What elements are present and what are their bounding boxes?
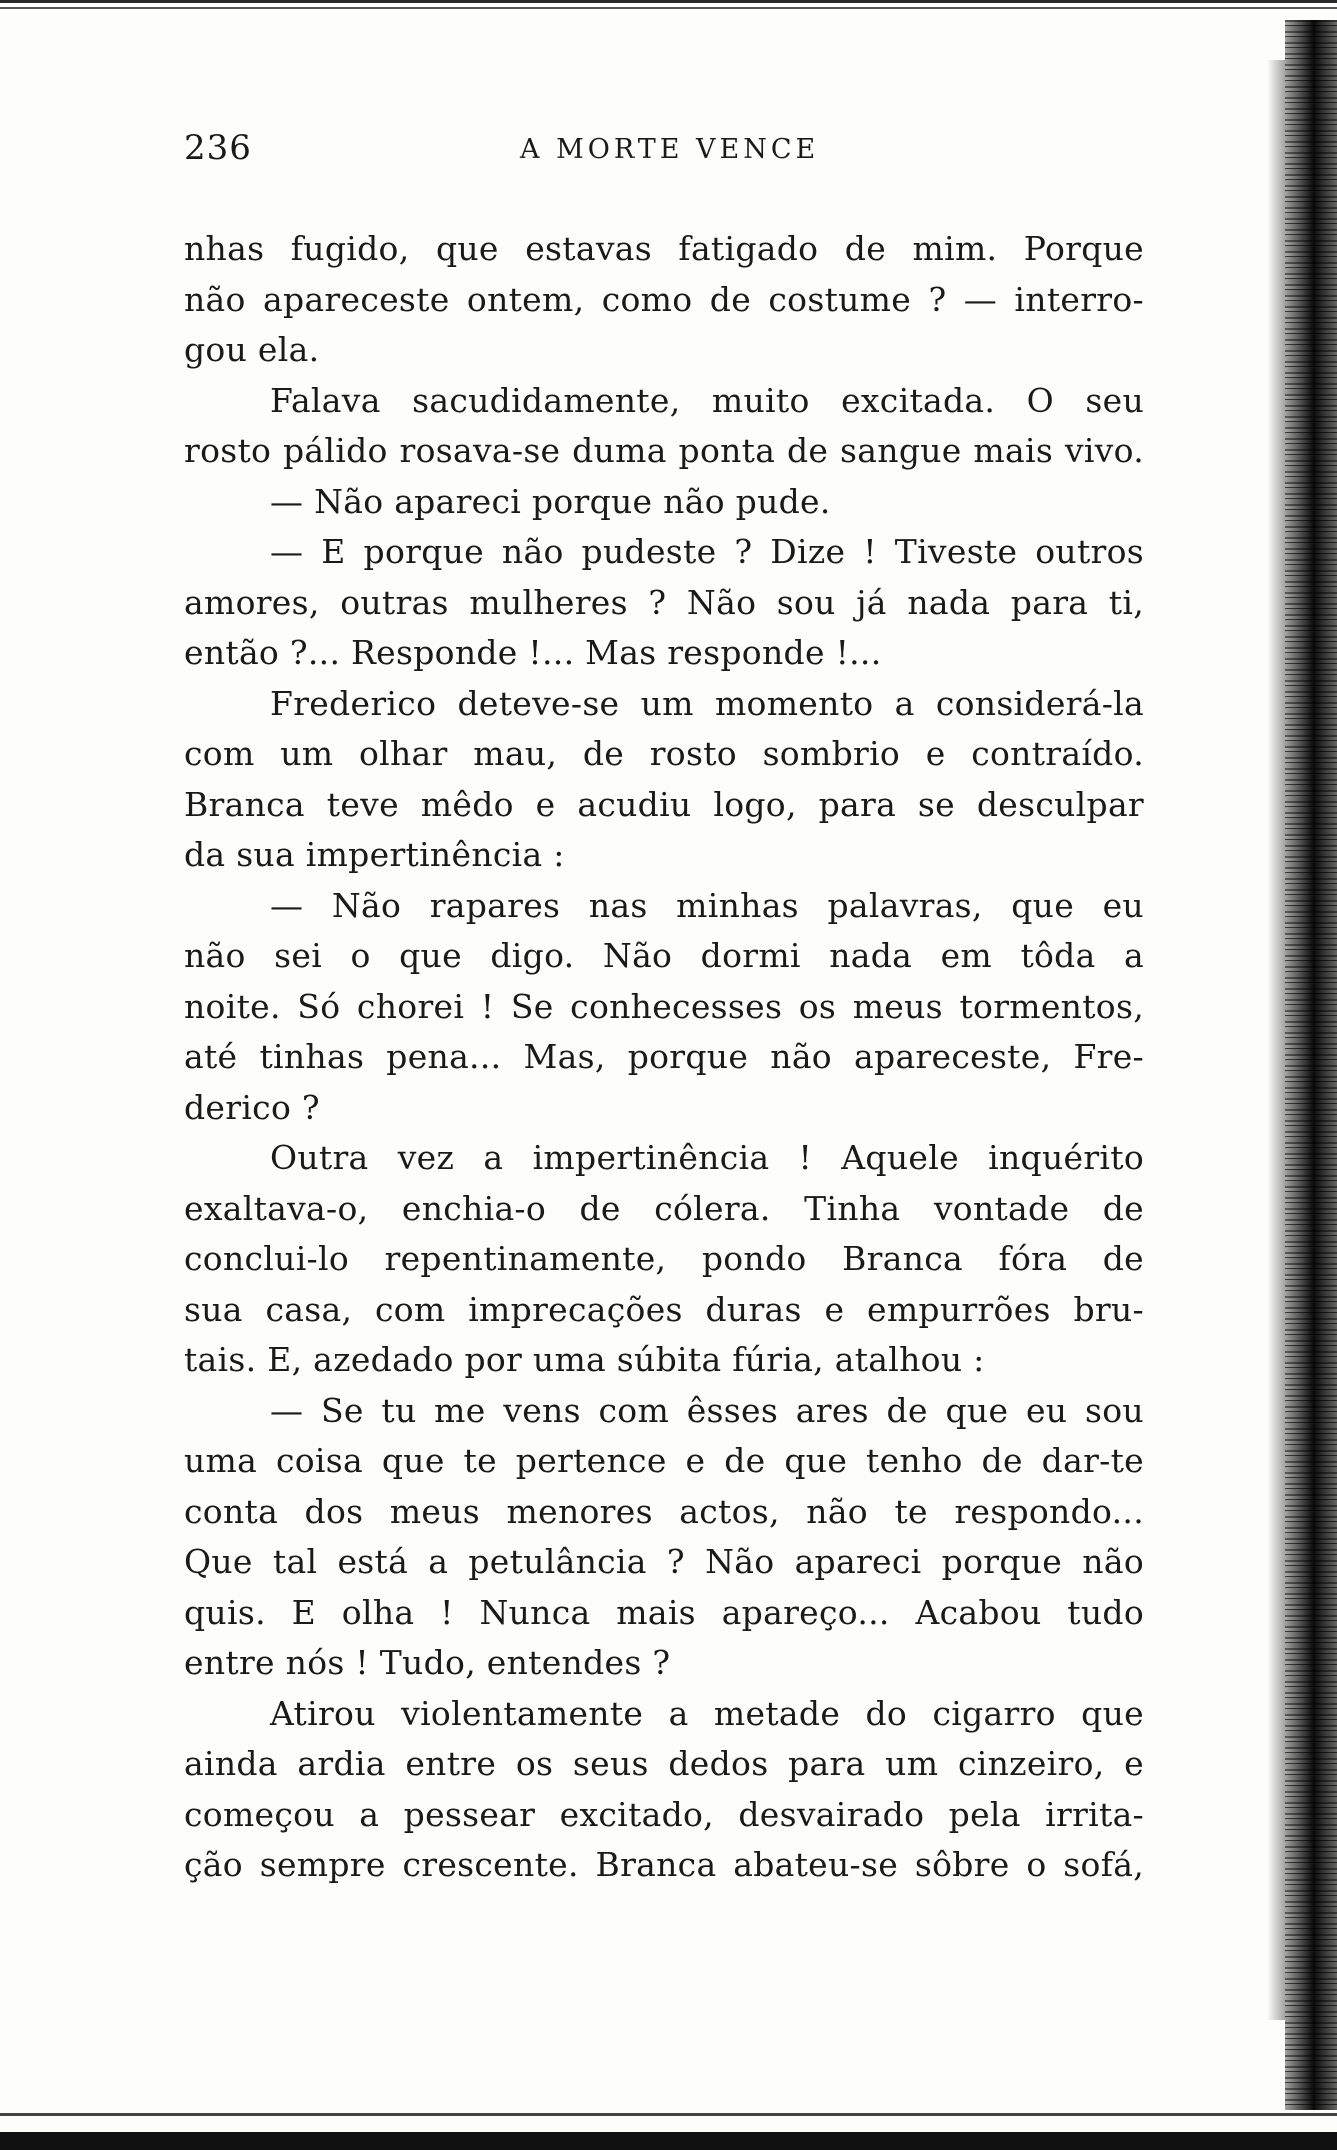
scan-bottom-edge bbox=[0, 2126, 1337, 2150]
text-line: — Se tu me vens com êsses ares de que eu sou bbox=[270, 1390, 1144, 1430]
text-line: Outra vez a impertinência ! Aquele inquérito bbox=[270, 1138, 1144, 1177]
text-line: tais. E, azedado por uma súbita fúria, atalhou : bbox=[184, 1340, 985, 1379]
text-line: até tinhas pena... Mas, porque não apareceste, Fre- bbox=[184, 1037, 1144, 1076]
text-line: conclui-lo repentinamente, pondo Branca fóra de bbox=[184, 1239, 1144, 1278]
text-line: ção sempre crescente. Branca abateu-se sôbre o sofá, bbox=[184, 1845, 1144, 1884]
text-line: nhas fugido, que estavas fatigado de mim. Porque bbox=[184, 229, 1144, 268]
text-line: — Não apareci porque não pude. bbox=[270, 481, 831, 521]
scan-right-edge bbox=[1285, 20, 1337, 2110]
body-text bbox=[184, 224, 1144, 1891]
text-line: quis. E olha ! Nunca mais apareço... Acabou tudo bbox=[184, 1592, 1144, 1632]
text-line: Branca teve mêdo e acudiu logo, para se desculpar bbox=[184, 784, 1144, 824]
page-number: 236 bbox=[184, 128, 252, 168]
text-line: amores, outras mulheres ? Não sou já nada para ti, bbox=[184, 582, 1144, 622]
text-line: Que tal está a petulância ? Não apareci porque não bbox=[184, 1542, 1144, 1581]
text-line: sua casa, com imprecações duras e empurrões bru- bbox=[184, 1289, 1144, 1329]
text-line: uma coisa que te pertence e de que tenho de dar-te bbox=[184, 1441, 1144, 1480]
text-line: rosto pálido rosava-se duma ponta de sangue mais vivo. bbox=[184, 431, 1144, 470]
text-line: Atirou violentamente a metade do cigarro que bbox=[270, 1693, 1144, 1733]
text-line: da sua impertinência : bbox=[184, 835, 565, 874]
text-line: Frederico deteve-se um momento a considerá-la bbox=[270, 683, 1144, 723]
text-line: derico ? bbox=[184, 1087, 320, 1127]
text-line: entre nós ! Tudo, entendes ? bbox=[184, 1643, 671, 1682]
text-line: conta dos meus menores actos, não te respondo... bbox=[184, 1491, 1144, 1531]
text-line: exaltava-o, enchia-o de cólera. Tinha vontade de bbox=[184, 1188, 1144, 1228]
scan-bottom-line bbox=[0, 2113, 1337, 2116]
text-line: ainda ardia entre os seus dedos para um cinzeiro, e bbox=[184, 1744, 1144, 1783]
text-line: então ?... Responde !... Mas responde !... bbox=[184, 633, 882, 672]
scan-right-shadow bbox=[1267, 60, 1285, 2020]
running-title: A MORTE VENCE bbox=[520, 134, 820, 165]
text-line: noite. Só chorei ! Se conhecesses os meus tormentos, bbox=[184, 986, 1144, 1026]
text-line: — Não rapares nas minhas palavras, que eu bbox=[270, 885, 1144, 925]
text-line: gou ela. bbox=[184, 330, 320, 369]
text-line: não sei o que digo. Não dormi nada em tôda a bbox=[184, 936, 1144, 975]
text-line: começou a pessear excitado, desvairado pela irrita- bbox=[184, 1794, 1144, 1834]
text-line: Falava sacudidamente, muito excitada. O seu bbox=[270, 380, 1144, 420]
page-header bbox=[184, 128, 1144, 172]
text-line: com um olhar mau, de rosto sombrio e contraído. bbox=[184, 734, 1144, 773]
text-line: não apareceste ontem, como de costume ? — interro- bbox=[184, 279, 1144, 319]
text-line: — E porque não pudeste ? Dize ! Tiveste outros bbox=[270, 532, 1144, 571]
scan-top-edge bbox=[0, 0, 1337, 14]
